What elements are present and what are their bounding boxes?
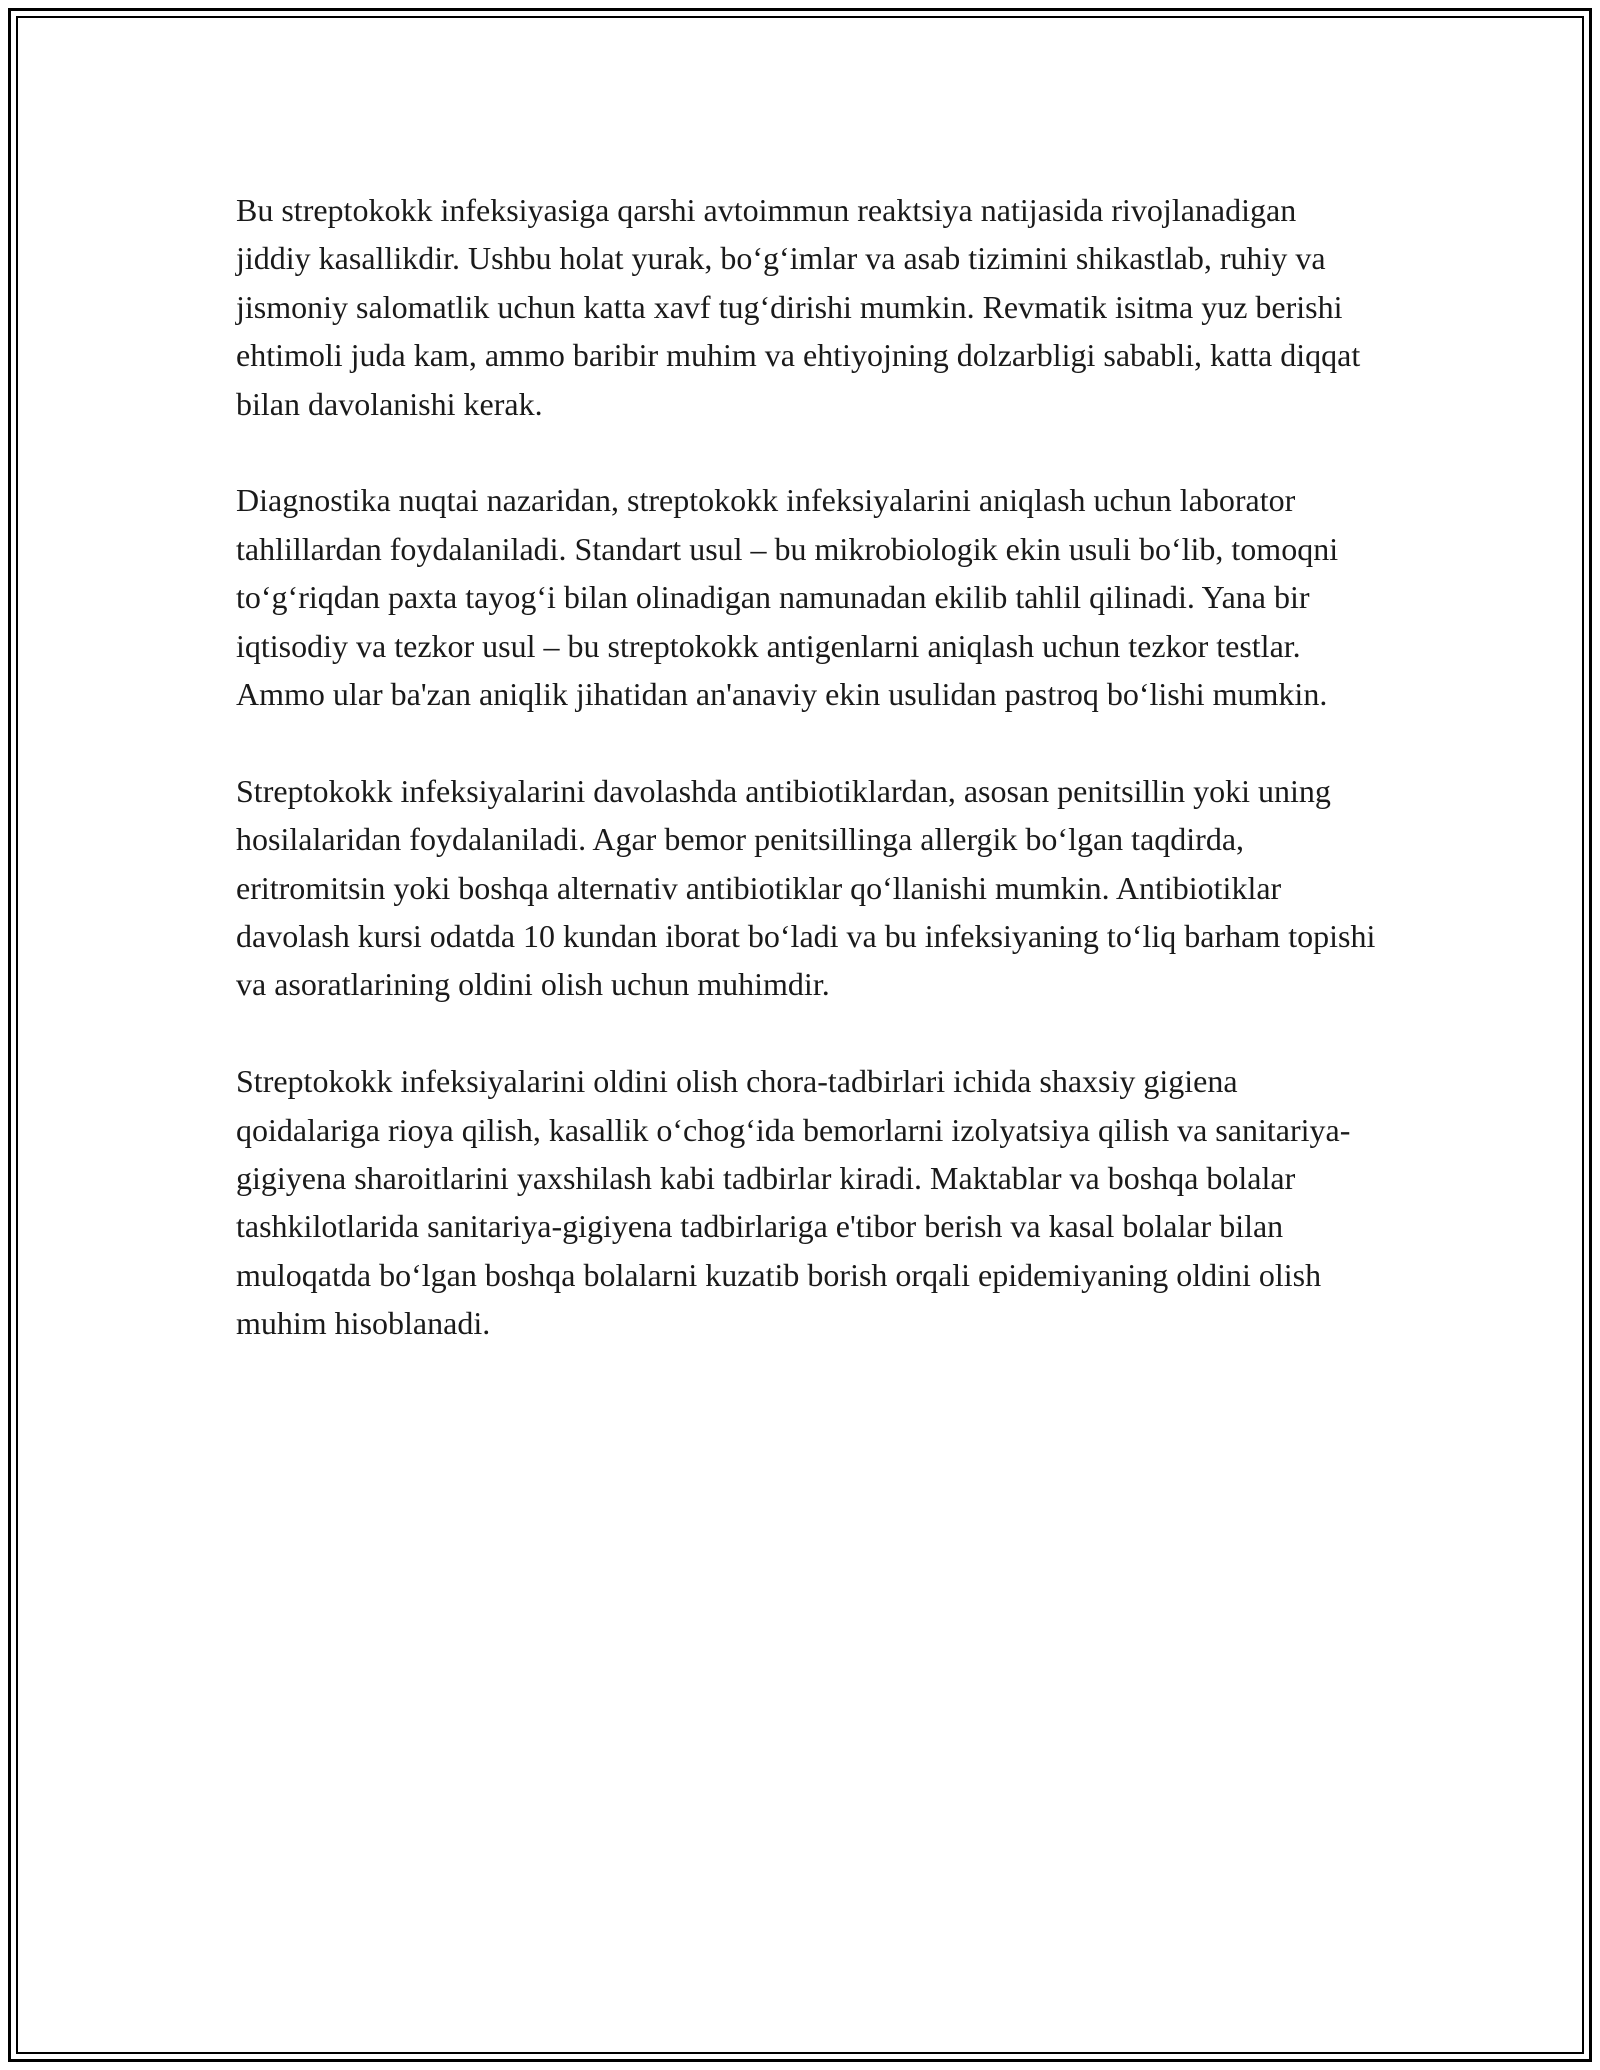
document-body [236,186,1376,1396]
paragraph-treatment: Streptokokk infeksiyalarini davolashda antibiotiklardan, asosan penitsillin yoki uning hosilalaridan foydalaniladi. Agar bemor penitsillinga allergik bo‘lgan taqdirda, eritromitsin yoki boshqa alternativ antibiotiklar qo‘llanishi mumkin. Antibiotiklar davolash kursi odatda 10 kundan iborat bo‘ladi va bu infeksiyaning to‘liq barham topishi va asoratlarining oldini olish uchun muhimdir. [236,772,1376,1003]
paragraph-diagnostics: Diagnostika nuqtai nazaridan, streptokokk infeksiyalarini aniqlash uchun laborator tahlillardan foydalaniladi. Standart usul – bu mikrobiologik ekin usuli bo‘lib, tomoqni to‘g‘riqdan paxta tayog‘i bilan olinadigan namunadan ekilib tahlil qilinadi. Yana bir iqtisodiy va tezkor usul – bu streptokokk antigenlarni aniqlash uchun tezkor testlar. Ammo ular ba'zan aniqlik jihatidan an'anaviy ekin usulidan pastroq bo‘lishi mumkin. [236,482,1339,713]
paragraph-rheumatic-fever: Bu streptokokk infeksiyasiga qarshi avtoimmun reaktsiya natijasida rivojlanadigan jiddiy kasallikdir. Ushbu holat yurak, bo‘g‘imlar va asab tizimini shikastlab, ruhiy va jismoniy salomatlik uchun katta xavf tug‘dirishi mumkin. Revmatik isitma yuz berishi ehtimoli juda kam, ammo baribir muhim va ehtiyojning dolzarbligi sababli, katta diqqat bilan davolanishi kerak. [236,192,1361,422]
paragraph-prevention: Streptokokk infeksiyalarini oldini olish chora-tadbirlari ichida shaxsiy gigiena qoidalariga rioya qilish, kasallik o‘chog‘ida bemorlarni izolyatsiya qilish va sanitariya-gigiyena sharoitlarini yaxshilash kabi tadbirlar kiradi. Maktablar va boshqa bolalar tashkilotlarida sanitariya-gigiyena tadbirlariga e'tibor berish va kasal bolalar bilan muloqatda bo‘lgan boshqa bolalarni kuzatib borish orqali epidemiyaning oldini olish muhim hisoblanadi. [236,1063,1351,1342]
